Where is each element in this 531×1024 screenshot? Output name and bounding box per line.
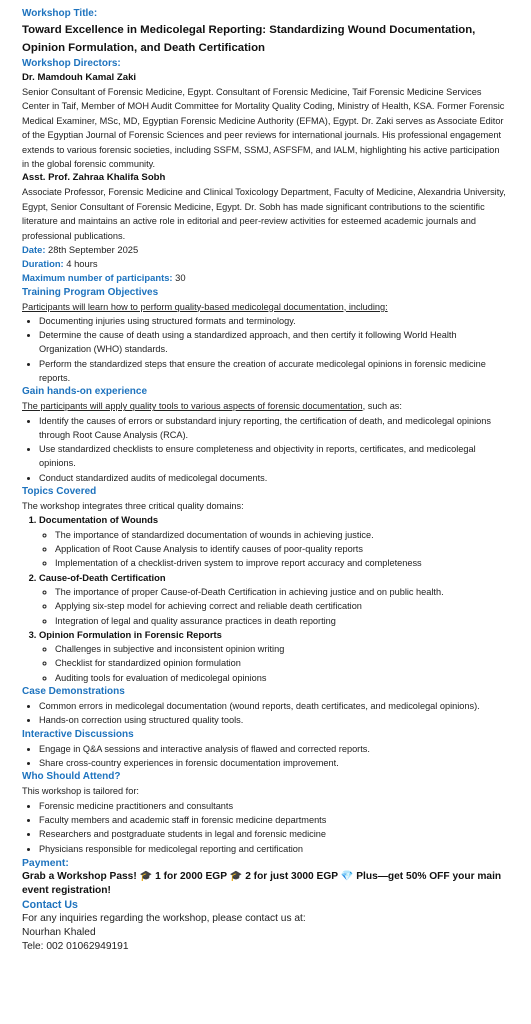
list-item: • Forensic medicine practitioners and consultants	[39, 799, 509, 813]
list-item: • Hands-on correction using structured quality tools.	[39, 713, 509, 727]
handson-intro-rest: , such as:	[362, 401, 402, 412]
max-participants-label: Maximum number of participants:	[22, 272, 173, 284]
handson-list	[22, 414, 509, 485]
payment-text-part: 1 for 2000 EGP	[152, 870, 230, 882]
list-item: • Share cross-country experiences in forensic documentation improvement.	[39, 756, 509, 770]
topic-domain	[39, 628, 509, 685]
director-name: Dr. Mamdouh Kamal Zaki	[22, 72, 137, 83]
list-item: ◦ Implementation of a checklist-driven system to improve report accuracy and completeness	[55, 556, 509, 570]
list-item: • Faculty members and academic staff in forensic medicine departments	[39, 813, 509, 827]
graduation-cap-icon: 🎓	[229, 870, 243, 882]
list-item: ◦ Challenges in subjective and inconsistent opinion writing	[55, 642, 509, 656]
duration-label: Duration:	[22, 258, 64, 270]
list-item: • Documenting injuries using structured formats and terminology.	[39, 314, 509, 328]
payment-heading: Payment:	[22, 857, 69, 869]
objectives-list	[22, 314, 509, 385]
duration-line	[22, 257, 509, 271]
duration-value: 4 hours	[63, 258, 98, 270]
list-item: ◦ Applying six-step model for achieving correct and reliable death certification	[55, 599, 509, 613]
list-item: • Conduct standardized audits of medicolegal documents.	[39, 471, 509, 485]
interactive-heading: Interactive Discussions	[22, 728, 134, 740]
director-bio: Senior Consultant of Forensic Medicine, Egypt. Consultant of Forensic Medicine, Taif Forensic Medicine Services Center in Taif, Member of MOH Audit Committee for Mortality Quality Coding, Ministry of Health, KSA. Former Forensic Medical Examiner, MSc, MD, Egyptian Forensic Medicine Authority (EFMA), Egypt. Dr. Zaki serves as Associate Editor of the Egyptian Journal of Forensic Sciences and peer reviews for international journals. His professional engagement extends to various forensic societies, including SSFM, SSMJ, ASFSFM, and IALM, highlighting his active participation in the global forensic community.	[22, 87, 505, 170]
workshop-title: Toward Excellence in Medicolegal Reporting: Standardizing Wound Documentation, Opinion Formulation, and Death Certification	[22, 24, 476, 54]
max-participants-line	[22, 271, 509, 285]
who-intro: This workshop is tailored for:	[22, 786, 139, 797]
objectives-intro: Participants will learn how to perform quality-based medicolegal documentation, including:	[22, 301, 388, 312]
topics-list	[22, 513, 509, 685]
list-item: • Identify the causes of errors or substandard injury reporting, the certification of death, and medicolegal opinions through Root Cause Analysis (RCA).	[39, 414, 509, 443]
case-demos-list	[22, 699, 509, 728]
list-item: • Common errors in medicolegal documentation (wound reports, death certificates, and medicolegal opinions).	[39, 699, 509, 713]
max-participants-value: 30	[172, 272, 186, 284]
topic-sublist	[39, 642, 509, 685]
gem-icon: 💎	[340, 870, 354, 882]
topic-domain	[39, 513, 509, 570]
contact-name: Nourhan Khaled	[22, 927, 96, 939]
topic-domain-title: Opinion Formulation in Forensic Reports	[39, 628, 222, 640]
handson-intro-underlined: The participants will apply quality tools to various aspects of forensic documentation	[22, 401, 363, 412]
list-item: • Researchers and postgraduate students in legal and forensic medicine	[39, 827, 509, 841]
handson-intro	[22, 399, 509, 413]
list-item: • Engage in Q&A sessions and interactive analysis of flawed and corrected reports.	[39, 742, 509, 756]
interactive-list	[22, 742, 509, 771]
contact-intro: For any inquiries regarding the workshop, please contact us at:	[22, 912, 306, 924]
topic-sublist	[39, 528, 509, 571]
list-item: ◦ Auditing tools for evaluation of medicolegal opinions	[55, 671, 509, 685]
topic-domain	[39, 571, 509, 628]
who-heading: Who Should Attend?	[22, 771, 121, 783]
graduation-cap-icon: 🎓	[139, 870, 153, 882]
list-item: • Use standardized checklists to ensure completeness and objectivity in reports, certificates, and medicolegal opinions.	[39, 442, 509, 471]
topic-domain-title: Cause-of-Death Certification	[39, 571, 166, 583]
handson-heading: Gain hands-on experience	[22, 386, 148, 398]
date-value: 28th September 2025	[45, 244, 139, 256]
list-item: • Perform the standardized steps that ensure the creation of accurate medicolegal opinions in forensic medicine reports.	[39, 357, 509, 386]
payment-text-part: Grab a Workshop Pass!	[22, 870, 140, 882]
case-demos-heading: Case Demonstrations	[22, 686, 125, 698]
date-label: Date:	[22, 244, 46, 256]
contact-heading: Contact Us	[22, 898, 78, 911]
who-list	[22, 799, 509, 856]
directors-label: Workshop Directors:	[22, 58, 121, 69]
date-line	[22, 243, 509, 257]
payment-text-part: 2 for just 3000 EGP	[242, 870, 341, 882]
list-item: ◦ The importance of proper Cause-of-Death Certification in achieving justice and on public health.	[55, 585, 509, 599]
contact-phone[interactable]: Tele: 002 01062949191	[22, 941, 129, 953]
payment-text	[22, 870, 509, 898]
topics-heading: Topics Covered	[22, 486, 97, 498]
list-item: • Determine the cause of death using a standardized approach, and then certify it following World Health Organization (WHO) standards.	[39, 328, 509, 357]
director-bio: Associate Professor, Forensic Medicine and Clinical Toxicology Department, Faculty of Medicine, Alexandria University, Egypt, Senior Consultant of Forensic Medicine, Egypt. Dr. Sobh has made significant contributions to the scientific literature and maintains an active role in editorial and peer-review activities for esteemed academic journals and professional publications.	[22, 187, 506, 241]
topics-intro: The workshop integrates three critical quality domains:	[22, 501, 244, 512]
list-item: ◦ The importance of standardized documentation of wounds in achieving justice.	[55, 528, 509, 542]
payment-text-part: Plus—get 50% OFF your main event registration!	[22, 870, 502, 896]
list-item: ◦ Checklist for standardized opinion formulation	[55, 656, 509, 670]
workshop-title-label: Workshop Title:	[22, 8, 98, 19]
director-name: Asst. Prof. Zahraa Khalifa Sobh	[22, 172, 166, 184]
objectives-heading: Training Program Objectives	[22, 286, 159, 298]
list-item: ◦ Integration of legal and quality assurance practices in death reporting	[55, 614, 509, 628]
topic-sublist	[39, 585, 509, 628]
list-item: • Physicians responsible for medicolegal reporting and certification	[39, 842, 509, 856]
topic-domain-title: Documentation of Wounds	[39, 514, 159, 526]
list-item: ◦ Application of Root Cause Analysis to identify causes of poor-quality reports	[55, 542, 509, 556]
